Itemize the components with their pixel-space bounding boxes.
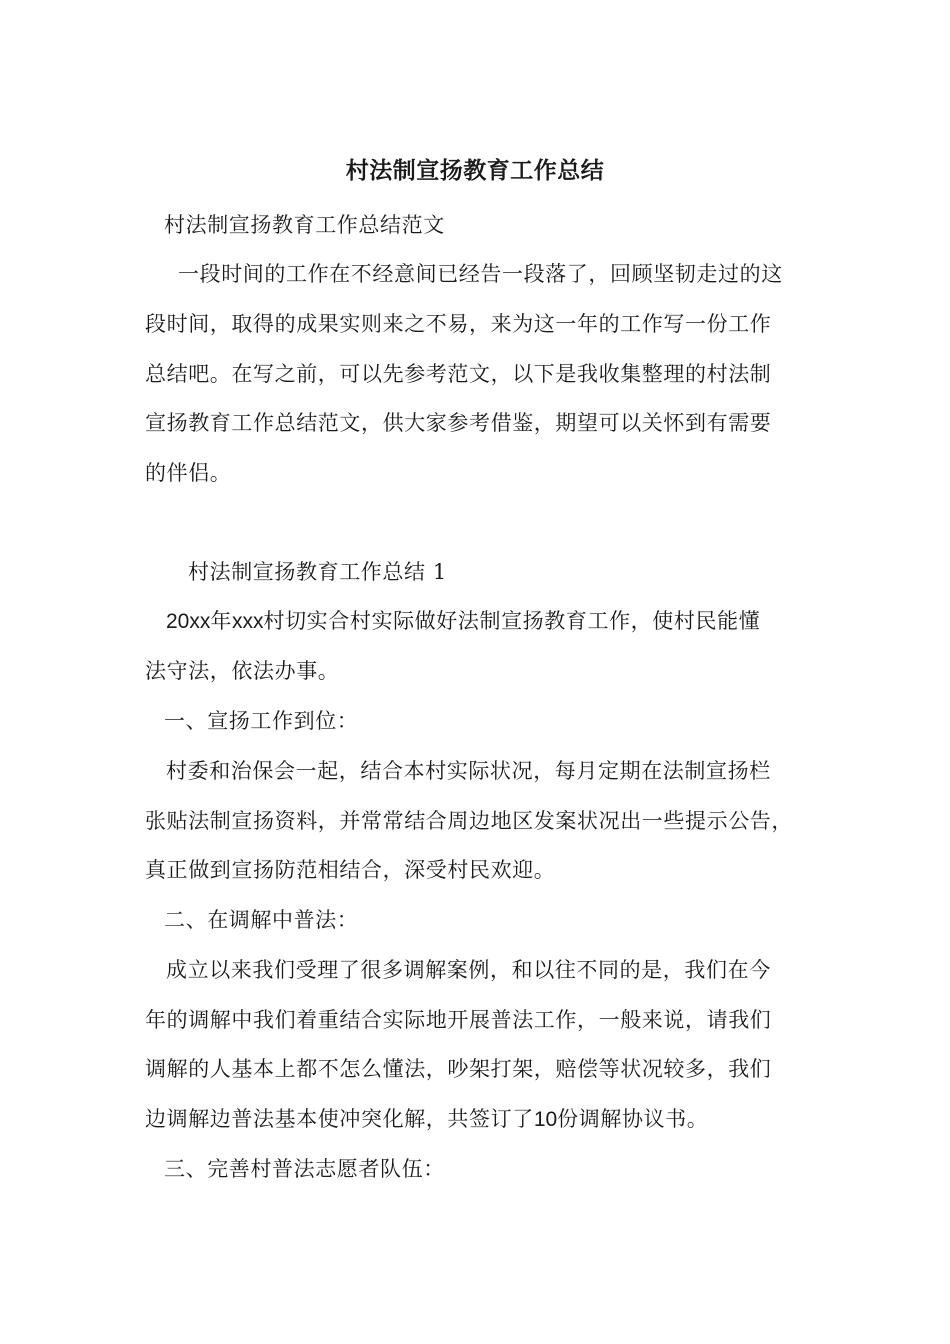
intro-line-5: 的伴侣。 [145, 461, 232, 485]
village-placeholder: xxx [231, 610, 264, 633]
intro-line-3: 总结吧。在写之前，可以先参考范文，以下是我收集整理的村法制 [145, 362, 772, 386]
intro-line-1: 一段时间的工作在不经意间已经告一段落了，回顾坚韧走过的这 [178, 262, 783, 286]
paragraph-2-line-3: 真正做到宣扬防范相结合，深受村民欢迎。 [145, 858, 556, 882]
paragraph-3-line-4-suffix: 份调解协议书。 [557, 1107, 709, 1131]
paragraph-3-line-4 [145, 1104, 708, 1135]
document-subtitle: 村法制宣扬教育工作总结范文 [164, 213, 445, 237]
paragraph-2-line-2: 张贴法制宣扬资料，并常常结合周边地区发案状况出一些提示公告， [145, 809, 793, 833]
agreement-count: 10 [533, 1108, 558, 1131]
heading-1: 一、宣扬工作到位： [164, 709, 359, 733]
intro-line-4: 宣扬教育工作总结范文，供大家参考借鉴，期望可以关怀到有需要 [145, 411, 772, 435]
paragraph-3-line-4-text: 边调解边普法基本使冲突化解，共签订了 [145, 1107, 534, 1131]
heading-3: 三、完善村普法志愿者队伍： [164, 1157, 445, 1181]
heading-2: 二、在调解中普法： [164, 908, 359, 932]
year-text: 20xx [166, 610, 211, 633]
paragraph-1-line-1-text: 村切实合村实际做好法制宣扬教育工作，使村民能懂 [263, 609, 761, 633]
year-suffix: 年 [210, 609, 232, 633]
paragraph-3-line-2: 年的调解中我们着重结合实际地开展普法工作，一般来说，请我们 [145, 1008, 772, 1032]
intro-line-2: 段时间，取得的成果实则来之不易，来为这一年的工作写一份工作 [145, 312, 772, 336]
paragraph-1-line-1 [166, 606, 760, 637]
paragraph-3-line-1: 成立以来我们受理了很多调解案例，和以往不同的是，我们在今 [166, 958, 771, 982]
paragraph-3-line-3: 调解的人基本上都不怎么懂法，吵架打架，赔偿等状况较多，我们 [145, 1057, 772, 1081]
paragraph-1-line-2: 法守法，依法办事。 [145, 659, 340, 683]
paragraph-2-line-1: 村委和治保会一起，结合本村实际状况，每月定期在法制宣扬栏 [166, 759, 771, 783]
section-heading: 村法制宣扬教育工作总结 1 [188, 560, 447, 584]
document-title: 村法制宣扬教育工作总结 [345, 157, 605, 184]
